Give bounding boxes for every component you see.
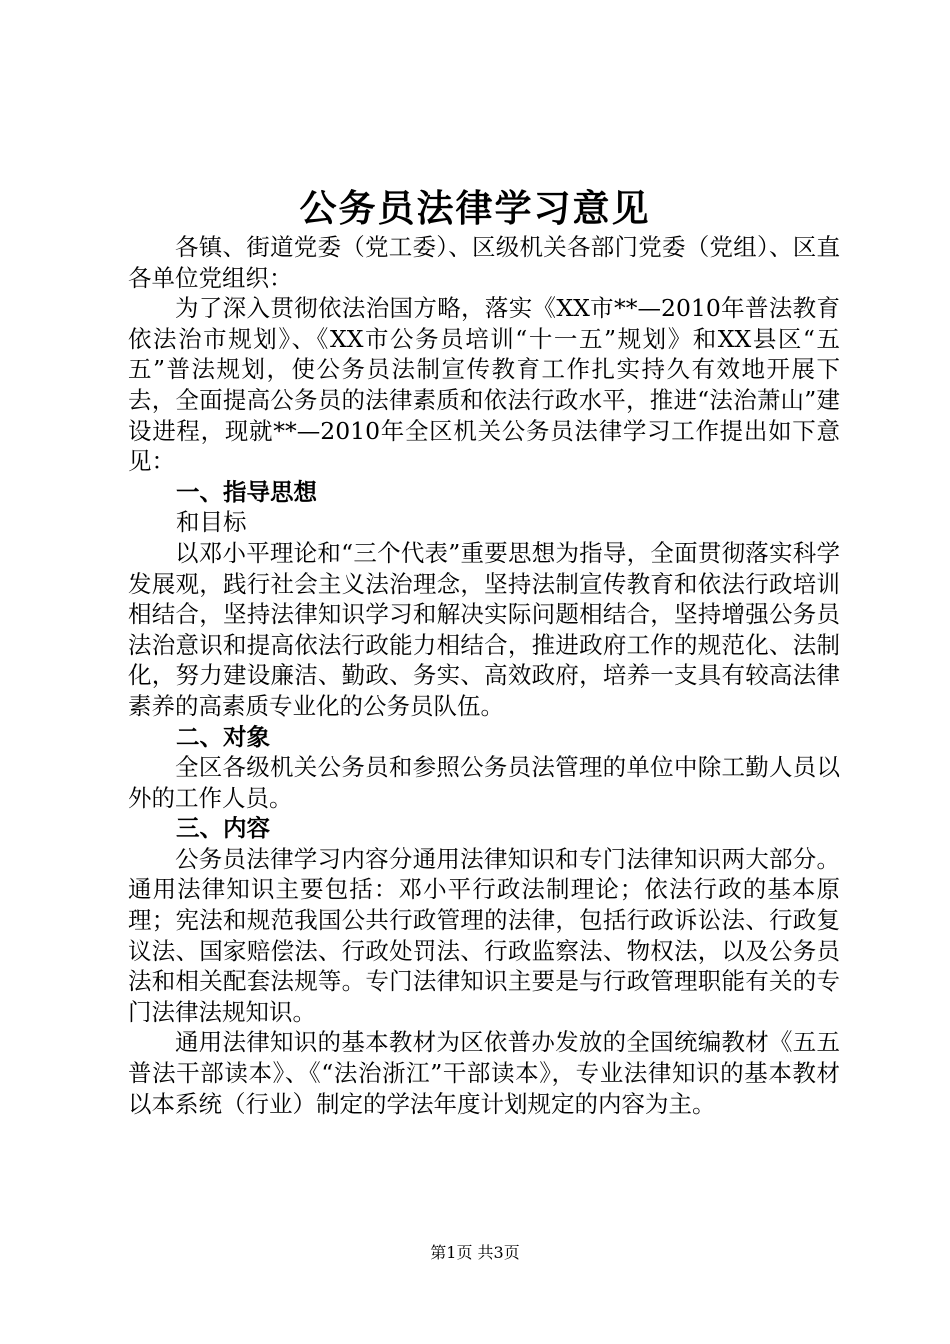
guiding-thought-paragraph: 以邓小平理论和“三个代表”重要思想为指导，全面贯彻落实科学发展观，践行社会主义法治理念，坚持法制宣传教育和依法行政培训相结合，坚持法律知识学习和解决实际问题相结合，坚持增强公务员法治意识和提高依法行政能力相结合，推进政府工作的规范化、法制化，努力建设廉洁、勤政、务实、高效政府，培养一支具有较高法律素养的高素质专业化的公务员队伍。 [128,538,840,720]
section-heading-content: 三、内容 [176,814,270,843]
section-heading-target: 二、对象 [176,722,270,751]
content-paragraph-1: 公务员法律学习内容分通用法律知识和专门法律知识两大部分。通用法律知识主要包括：邓小平行政法制理论；依法行政的基本原理；宪法和规范我国公共行政管理的法律，包括行政诉讼法、行政复议法、国家赔偿法、行政处罚法、行政监察法、物权法，以及公务员法和相关配套法规等。专门法律知识主要是与行政管理职能有关的专门法律法规知识。 [128,844,840,1026]
intro-paragraph: 为了深入贯彻依法治国方略，落实《XX市**—2010年普法教育依法治市规划》、《XX市公务员培训“十一五”规划》和XX县区“五五”普法规划，使公务员法制宣传教育工作扎实持久有效地开展下去，全面提高公务员的法律素质和依法行政水平，推进“法治萧山”建设进程，现就**—2010年全区机关公务员法律学习工作提出如下意见： [128,294,840,476]
section-heading-guiding-thought: 一、指导思想 [176,477,317,506]
document-title: 公务员法律学习意见 [299,186,651,230]
section-subheading-goals: 和目标 [176,508,247,537]
content-paragraph-2: 通用法律知识的基本教材为区依普办发放的全国统编教材《五五普法干部读本》、《“法治浙江”干部读本》，专业法律知识的基本教材以本系统（行业）制定的学法年度计划规定的内容为主。 [128,1028,840,1118]
page-footer: 第1页 共3页 [430,1243,520,1262]
target-paragraph: 全区各级机关公务员和参照公务员法管理的单位中除工勤人员以外的工作人员。 [128,753,840,812]
salutation: 各镇、街道党委（党工委）、区级机关各部门党委（党组）、区直各单位党组织： [128,233,840,292]
document-body [128,232,840,1119]
